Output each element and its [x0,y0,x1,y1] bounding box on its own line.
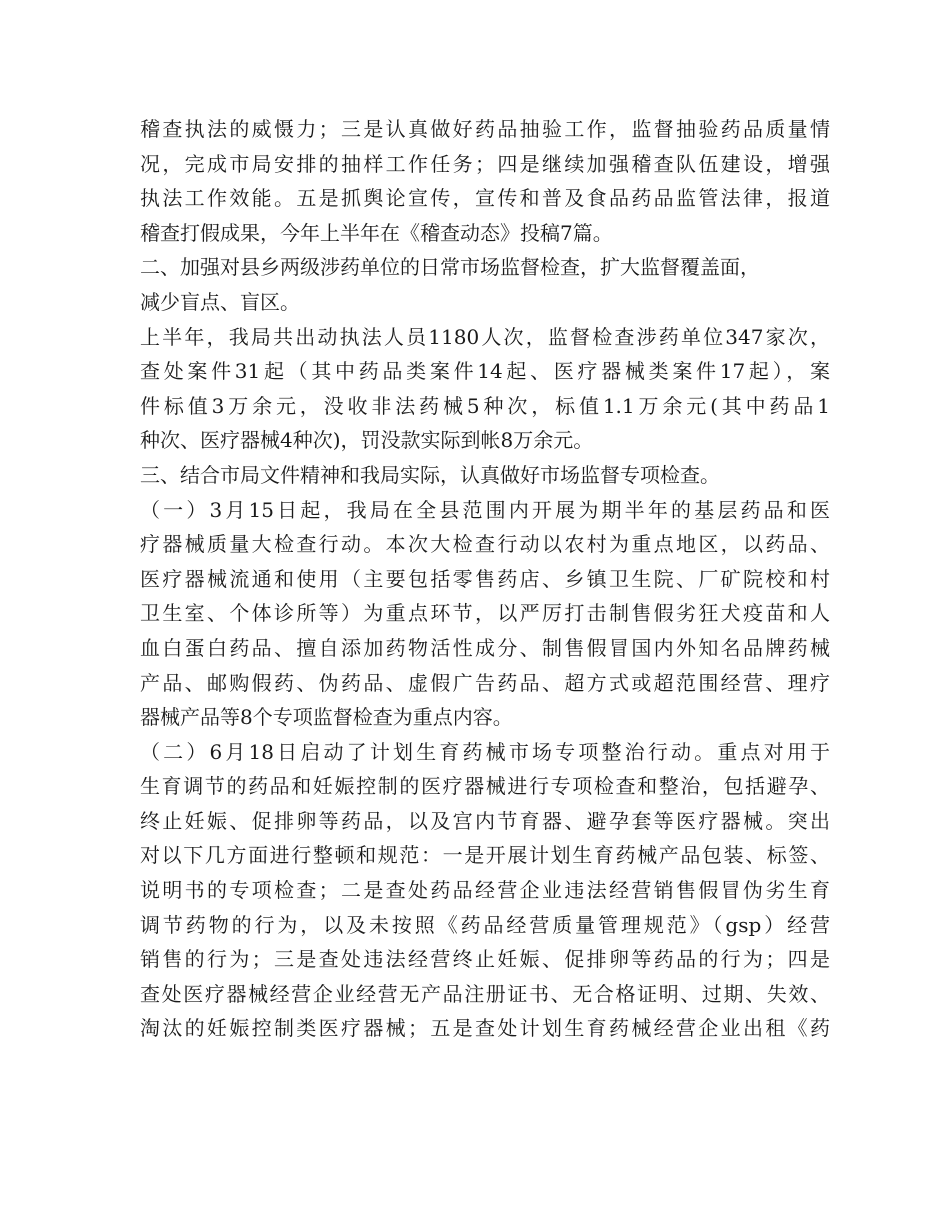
text-line: 医疗器械流通和使用（主要包括零售药店、乡镇卫生院、厂矿院校和村 [140,566,830,591]
text-line: （一）3月15日起，我局在全县范围内开展为期半年的基层药品和医 [140,497,830,522]
text-line: 查处案件31起（其中药品类案件14起、医疗器械类案件17起），案 [140,359,830,384]
text-line: 稽查打假成果，今年上半年在《稽查动态》投稿7篇。 [140,220,613,245]
text-line: 对以下几方面进行整顿和规范：一是开展计划生育药械产品包装、标签、 [140,843,830,868]
text-line: 查处医疗器械经营企业经营无产品注册证书、无合格证明、过期、失效、 [140,981,830,1006]
text-line: 件标值3万余元，没收非法药械5种次，标值1.1万余元(其中药品1 [140,393,830,418]
text-line: 稽查执法的威慑力；三是认真做好药品抽验工作，监督抽验药品质量情 [140,117,830,141]
text-line: 生育调节的药品和妊娠控制的医疗器械进行专项检查和整治，包括避孕、 [140,774,830,799]
text-line: 销售的行为；三是查处违法经营终止妊娠、促排卵等药品的行为；四是 [140,947,830,972]
text-line: 器械产品等8个专项监督检查为重点内容。 [140,705,513,730]
text-lines [140,112,830,1046]
text-line: 产品、邮购假药、伪药品、虚假广告药品、超方式或超范围经营、理疗 [140,670,830,695]
text-line: 三、结合市局文件精神和我局实际，认真做好市场监督专项检查。 [140,462,720,487]
text-line: 疗器械质量大检查行动。本次大检查行动以农村为重点地区，以药品、 [140,532,830,557]
text-line: 上半年，我局共出动执法人员1180人次，监督检查涉药单位347家次， [140,324,830,349]
text-line: （二）6月18日启动了计划生育药械市场专项整治行动。重点对用于 [140,739,830,764]
text-line: 血白蛋白药品、擅自添加药物活性成分、制售假冒国内外知名品牌药械 [140,635,830,660]
text-line: 二、加强对县乡两级涉药单位的日常市场监督检查，扩大监督覆盖面， [140,255,760,280]
text-line: 减少盲点、盲区。 [140,289,300,314]
text-line: 说明书的专项检查；二是查处药品经营企业违法经营销售假冒伪劣生育 [140,878,830,903]
text-line: 终止妊娠、促排卵等药品，以及宫内节育器、避孕套等医疗器械。突出 [140,808,830,833]
text-line: 卫生室、个体诊所等）为重点环节，以严厉打击制售假劣狂犬疫苗和人 [140,601,830,626]
text-line: 执法工作效能。五是抓舆论宣传，宣传和普及食品药品监管法律，报道 [140,186,830,211]
text-line: 淘汰的妊娠控制类医疗器械；五是查处计划生育药械经营企业出租《药 [140,1016,830,1041]
text-line: 调节药物的行为，以及未按照《药品经营质量管理规范》（gsp）经营 [140,912,830,937]
document-body [140,112,830,1046]
text-line: 种次、医疗器械4种次)，罚没款实际到帐8万余元。 [140,428,594,453]
text-line: 况，完成市局安排的抽样工作任务；四是继续加强稽查队伍建设，增强 [140,151,830,176]
